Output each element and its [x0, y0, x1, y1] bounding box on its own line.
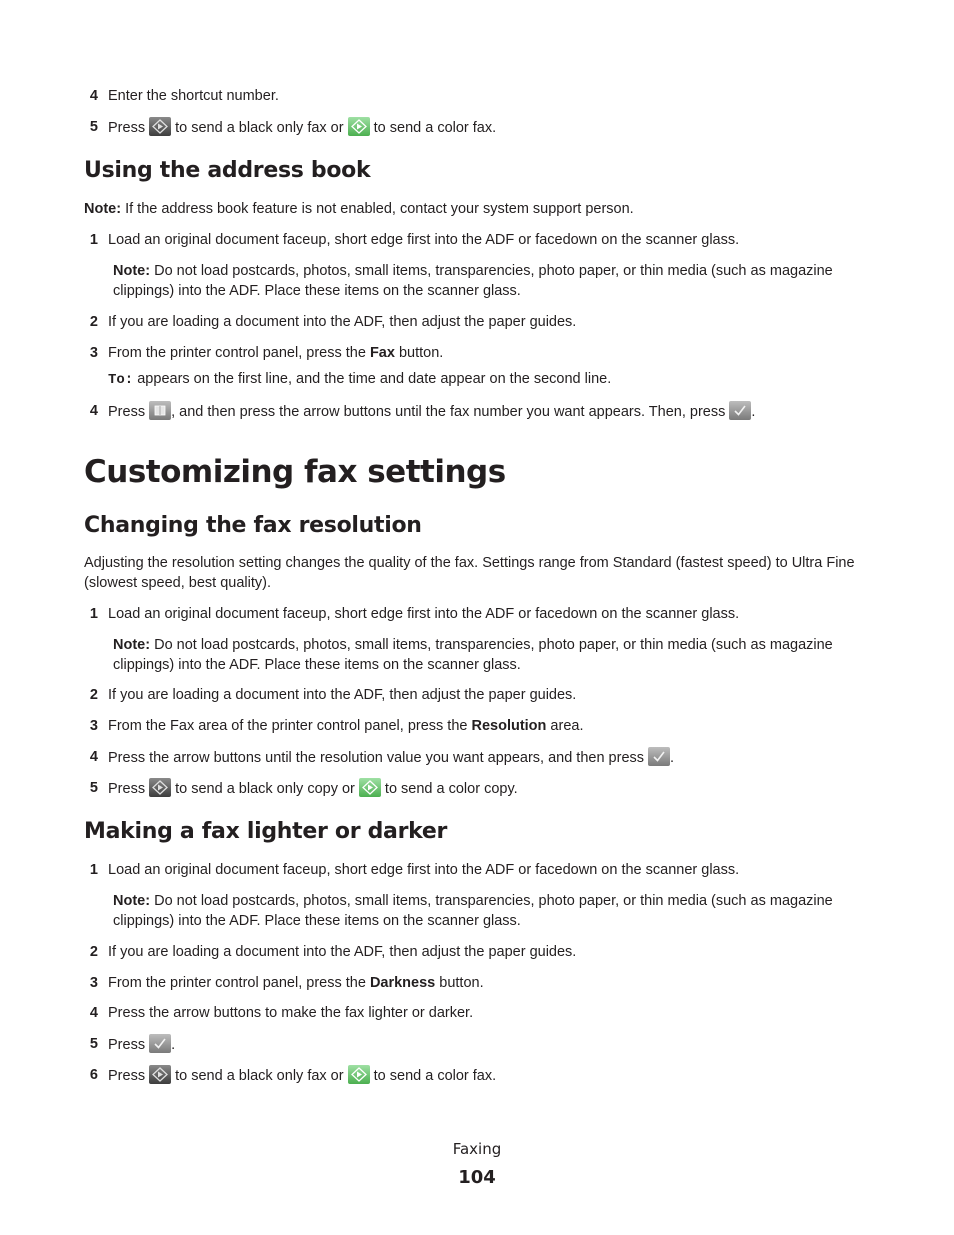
step-text-part: .	[751, 404, 756, 420]
step-text: Load an original document faceup, short edge first into the ADF or facedown on the scanner glass.	[108, 862, 740, 878]
section-heading: Making a fax lighter or darker	[84, 819, 448, 844]
sub-note	[113, 635, 873, 675]
step-text-part: From the printer control panel, press the	[108, 975, 370, 991]
button-name: Fax	[369, 345, 395, 361]
step-number: 1	[89, 232, 98, 248]
step-text	[108, 1065, 496, 1086]
step-text: Enter the shortcut number.	[108, 88, 279, 104]
sub-note	[113, 891, 873, 931]
step-number: 3	[89, 345, 98, 361]
step-number: 1	[89, 606, 98, 622]
chapter-heading: Customizing fax settings	[84, 454, 506, 490]
step-text	[108, 117, 496, 138]
step-text-part: to send a black only fax or	[171, 120, 348, 136]
checkmark-icon	[648, 747, 670, 766]
step-text-part: to send a color fax.	[369, 1068, 497, 1084]
note-label: Note:	[113, 637, 151, 653]
step-text-part: Press the arrow buttons until the resolution value you want appears, and then press	[108, 750, 649, 766]
step-number: 6	[89, 1067, 98, 1083]
black-start-icon	[149, 1065, 171, 1084]
note-text: Do not load postcards, photos, small items, transparencies, photo paper, or thin media (such as magazine clippings) into the ADF. Place these items on the scanner glass.	[113, 263, 833, 299]
checkmark-icon	[729, 401, 751, 420]
step-text: Load an original document faceup, short edge first into the ADF or facedown on the scanner glass.	[108, 232, 740, 248]
footer-chapter-label: Faxing	[452, 1140, 502, 1158]
step-text-part: From the printer control panel, press the	[108, 345, 370, 361]
step-text: If you are loading a document into the ADF, then adjust the paper guides.	[108, 314, 577, 330]
step-number: 2	[89, 314, 98, 330]
step-text-part: to send a black only fax or	[171, 1068, 348, 1084]
note-text: Do not load postcards, photos, small items, transparencies, photo paper, or thin media (such as magazine clippings) into the ADF. Place these items on the scanner glass.	[113, 637, 833, 673]
step-number: 5	[89, 1036, 98, 1052]
step-text-part: to send a black only copy or	[171, 781, 359, 797]
button-name: Darkness	[369, 975, 436, 991]
step-text: If you are loading a document into the ADF, then adjust the paper guides.	[108, 944, 577, 960]
step-text	[108, 747, 674, 768]
step-number: 1	[89, 862, 98, 878]
step-number: 2	[89, 687, 98, 703]
intro-paragraph: Adjusting the resolution setting changes the quality of the fax. Settings range from Standard (fastest speed) to Ultra Fine (slowest speed, best quality).	[84, 555, 855, 591]
step-text	[108, 716, 584, 736]
step-number: 5	[89, 780, 98, 796]
color-start-icon	[348, 1065, 370, 1084]
color-start-icon	[348, 117, 370, 136]
note-label: Note:	[113, 893, 151, 909]
black-start-icon	[149, 778, 171, 797]
step-text-part: Press	[108, 1068, 150, 1084]
note-text: Do not load postcards, photos, small items, transparencies, photo paper, or thin media (such as magazine clippings) into the ADF. Place these items on the scanner glass.	[113, 893, 833, 929]
step-text	[108, 401, 755, 422]
address-book-icon	[149, 401, 171, 420]
button-name: Resolution	[471, 718, 547, 734]
step-text-part: .	[171, 1037, 176, 1053]
step-text-part: to send a color fax.	[369, 120, 497, 136]
step-text-part: Press	[108, 120, 150, 136]
display-code: To:	[108, 372, 134, 388]
note	[84, 199, 634, 219]
step-text: Press the arrow buttons to make the fax lighter or darker.	[108, 1005, 474, 1021]
step-number: 4	[89, 88, 98, 104]
step-text-part: Press	[108, 1037, 150, 1053]
section-heading: Changing the fax resolution	[84, 513, 422, 538]
step-text-part: From the Fax area of the printer control panel, press the	[108, 718, 472, 734]
sub-note	[113, 261, 873, 301]
step-detail	[108, 369, 611, 390]
step-text	[108, 1034, 175, 1055]
step-text: Load an original document faceup, short edge first into the ADF or facedown on the scanner glass.	[108, 606, 740, 622]
step-text-part: , and then press the arrow buttons until the fax number you want appears. Then, press	[171, 404, 730, 420]
step-detail-text: appears on the first line, and the time and date appear on the second line.	[133, 371, 612, 387]
step-number: 2	[89, 944, 98, 960]
step-number: 4	[89, 403, 98, 419]
step-text-part: button.	[435, 975, 484, 991]
step-text	[108, 778, 518, 799]
note-text: If the address book feature is not enabled, contact your system support person.	[121, 201, 634, 217]
step-number: 4	[89, 749, 98, 765]
step-text: If you are loading a document into the ADF, then adjust the paper guides.	[108, 687, 577, 703]
note-label: Note:	[84, 201, 122, 217]
step-text-part: area.	[546, 718, 584, 734]
step-text-part: Press	[108, 404, 150, 420]
step-text-part: button.	[394, 345, 444, 361]
step-text-part: to send a color copy.	[380, 781, 518, 797]
note-label: Note:	[113, 263, 151, 279]
section-heading: Using the address book	[84, 158, 371, 183]
step-text	[108, 973, 484, 993]
step-number: 4	[89, 1005, 98, 1021]
step-number: 3	[89, 975, 98, 991]
color-start-icon	[359, 778, 381, 797]
step-text-part: Press	[108, 781, 150, 797]
black-start-icon	[149, 117, 171, 136]
step-number: 5	[89, 119, 98, 135]
checkmark-icon	[149, 1034, 171, 1053]
step-text	[108, 343, 443, 363]
step-text-part: .	[670, 750, 675, 766]
page-number: 104	[458, 1167, 496, 1188]
step-number: 3	[89, 718, 98, 734]
